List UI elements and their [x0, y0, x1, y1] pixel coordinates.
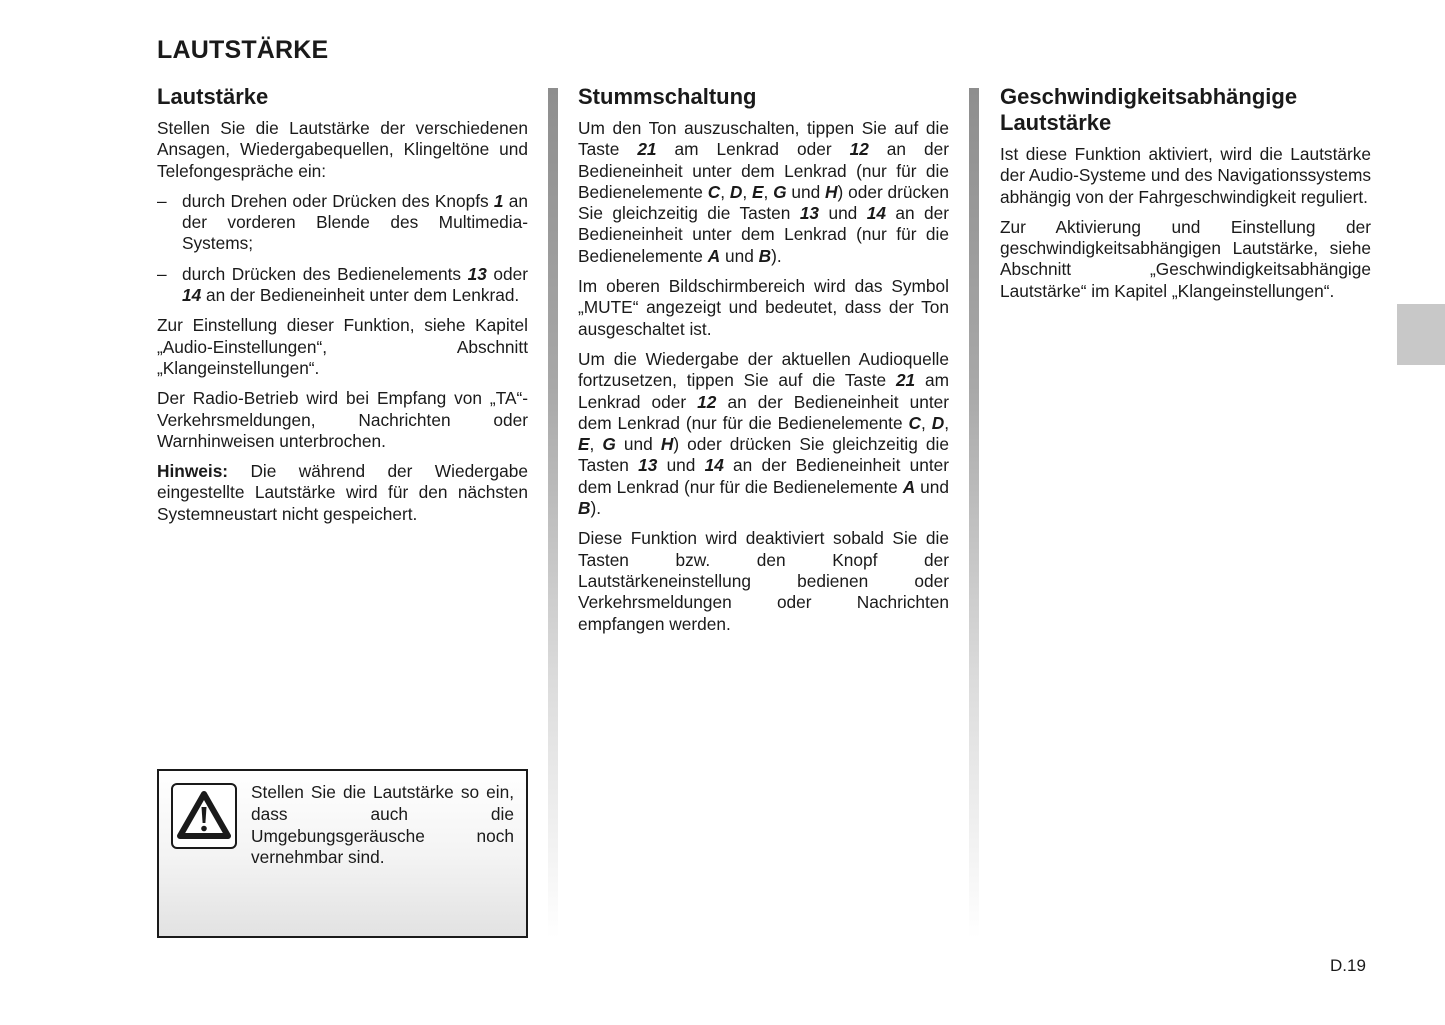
speed-volume-reference-paragraph: Zur Aktivierung und Einstellung der geschwindigkeitsabhängigen Lautstärke, siehe Abschnitt „Geschwindigkeitsabhängige Lautstärke“ im Kapitel „Klangeinstellungen“.	[1000, 216, 1371, 301]
text: an der Bedieneinheit unter dem Lenkrad (nur für die Bedienelemente	[578, 455, 949, 497]
text: Um den Ton auszuschalten, tippen Sie auf die Taste	[578, 118, 949, 160]
text: ,	[944, 412, 949, 433]
control-reference: 21	[637, 139, 657, 160]
text: Um die Wiedergabe der aktuellen Audioquelle fortzusetzen, tippen Sie auf die Taste	[578, 348, 949, 391]
text: ,	[720, 181, 730, 202]
mute-symbol-paragraph: Im oberen Bildschirmbereich wird das Symbol „MUTE“ angezeigt und bedeutet, dass der Ton ausgeschaltet ist.	[578, 276, 949, 339]
text: ,	[589, 434, 603, 455]
text: ) oder drücken Sie gleichzeitig die Tasten	[578, 434, 949, 476]
control-reference: 13	[467, 263, 487, 284]
text: an der Bedieneinheit unter dem Lenkrad (nur für die Bedienelemente	[578, 139, 950, 202]
text: ,	[920, 412, 932, 433]
page-title: LAUTSTÄRKE	[157, 36, 329, 64]
heading-line: Geschwindigkeitsabhängige	[1000, 84, 1298, 109]
control-reference: 13	[799, 203, 820, 224]
control-reference: 1	[493, 190, 504, 211]
warning-box	[157, 769, 528, 938]
deactivation-paragraph: Diese Funktion wird deaktiviert sobald Sie die Tasten bzw. den Knopf der Lautstärkeneinstellung bedienen oder Verkehrsmeldungen oder Nachrichten empfangen werden.	[578, 528, 949, 634]
control-reference: C	[908, 412, 921, 433]
control-reference: H	[660, 434, 674, 455]
section-heading: Lautstärke	[157, 84, 269, 109]
control-reference: 12	[697, 391, 717, 412]
control-reference: H	[825, 181, 838, 202]
note-text: Die während der Wiedergabe eingestellte Lautstärke wird für den nächsten Systemneustart nicht gespeichert.	[157, 461, 528, 524]
text: ).	[590, 498, 602, 519]
control-reference: E	[578, 434, 590, 455]
warning-text: Stellen Sie die Lautstärke so ein, dass auch die Umgebungsgeräusche noch vernehmbar sind.	[251, 782, 514, 868]
control-reference: B	[578, 498, 591, 519]
note-label: Hinweis:	[157, 461, 229, 482]
text: ) oder drücken Sie gleichzeitig die Tasten	[578, 181, 949, 224]
text: und	[657, 455, 705, 476]
control-reference: D	[729, 181, 743, 202]
radio-paragraph: Der Radio-Betrieb wird bei Empfang von „TA“-Verkehrsmeldungen, Nachrichten oder Warnhinweisen unterbrochen.	[157, 388, 528, 451]
control-reference: D	[931, 412, 945, 433]
column-divider	[548, 88, 558, 938]
control-reference: A	[902, 476, 916, 497]
control-reference: G	[773, 181, 787, 202]
text: ,	[742, 181, 752, 202]
section-heading	[1000, 84, 1371, 136]
control-reference: 21	[895, 370, 916, 391]
dash-marker: –	[157, 190, 167, 211]
control-reference: 12	[849, 139, 869, 160]
intro-paragraph: Stellen Sie die Lautstärke der verschiedenen Ansagen, Wiedergabequellen, Klingeltöne und Telefongespräche ein:	[157, 118, 528, 181]
section-mute	[578, 84, 949, 644]
control-reference: A	[707, 245, 721, 266]
text: oder	[486, 263, 529, 284]
text: an der Bedieneinheit unter dem Lenkrad (nur für die Bedienelemente	[578, 203, 949, 266]
bullet-list	[157, 191, 528, 306]
text: am Lenkrad oder	[578, 370, 949, 412]
text: und	[786, 181, 826, 202]
text: durch Drücken des Bedienelements	[182, 263, 468, 284]
text: ).	[771, 245, 782, 266]
text: durch Drehen oder Drücken des Knopfs	[182, 190, 494, 211]
chapter-tab-marker	[1397, 304, 1445, 365]
heading-line: Lautstärke	[1000, 110, 1112, 135]
resume-paragraph	[578, 349, 949, 519]
text: an der Bedieneinheit unter dem Lenkrad (nur für die Bedienelemente	[578, 391, 949, 433]
text: und	[915, 476, 949, 497]
note-paragraph	[157, 461, 528, 525]
text: und	[615, 434, 661, 455]
column-divider	[969, 88, 979, 938]
warning-triangle-icon	[171, 783, 237, 849]
text: und	[819, 203, 867, 224]
dash-marker: –	[157, 263, 167, 284]
text: ,	[763, 181, 774, 202]
control-reference: G	[602, 434, 616, 455]
control-reference: 13	[638, 455, 658, 476]
speed-volume-paragraph: Ist diese Funktion aktiviert, wird die Lautstärke der Audio-Systeme und des Navigationssystems abhängig von der Fahrgeschwindigkeit reguliert.	[1000, 144, 1371, 207]
text: und	[720, 245, 759, 266]
section-speed-dependent-volume	[1000, 84, 1371, 311]
control-reference: 14	[182, 285, 202, 306]
page-number: D.19	[1330, 956, 1366, 975]
control-reference: B	[758, 245, 772, 266]
control-reference: 14	[704, 455, 724, 476]
text: an der Bedieneinheit unter dem Lenkrad.	[201, 285, 520, 306]
list-item	[157, 191, 528, 255]
text: an der vorderen Blende des Multimedia-Systems;	[182, 190, 528, 254]
list-item	[157, 264, 528, 307]
section-volume	[157, 84, 528, 534]
text: am Lenkrad oder	[656, 139, 850, 160]
mute-paragraph	[578, 118, 949, 267]
control-reference: 14	[866, 203, 886, 224]
control-reference: C	[707, 181, 721, 202]
control-reference: E	[751, 181, 764, 202]
section-heading: Stummschaltung	[578, 84, 757, 109]
settings-paragraph: Zur Einstellung dieser Funktion, siehe Kapitel „Audio-Einstellungen“, Abschnitt „Klangeinstellungen“.	[157, 315, 528, 378]
